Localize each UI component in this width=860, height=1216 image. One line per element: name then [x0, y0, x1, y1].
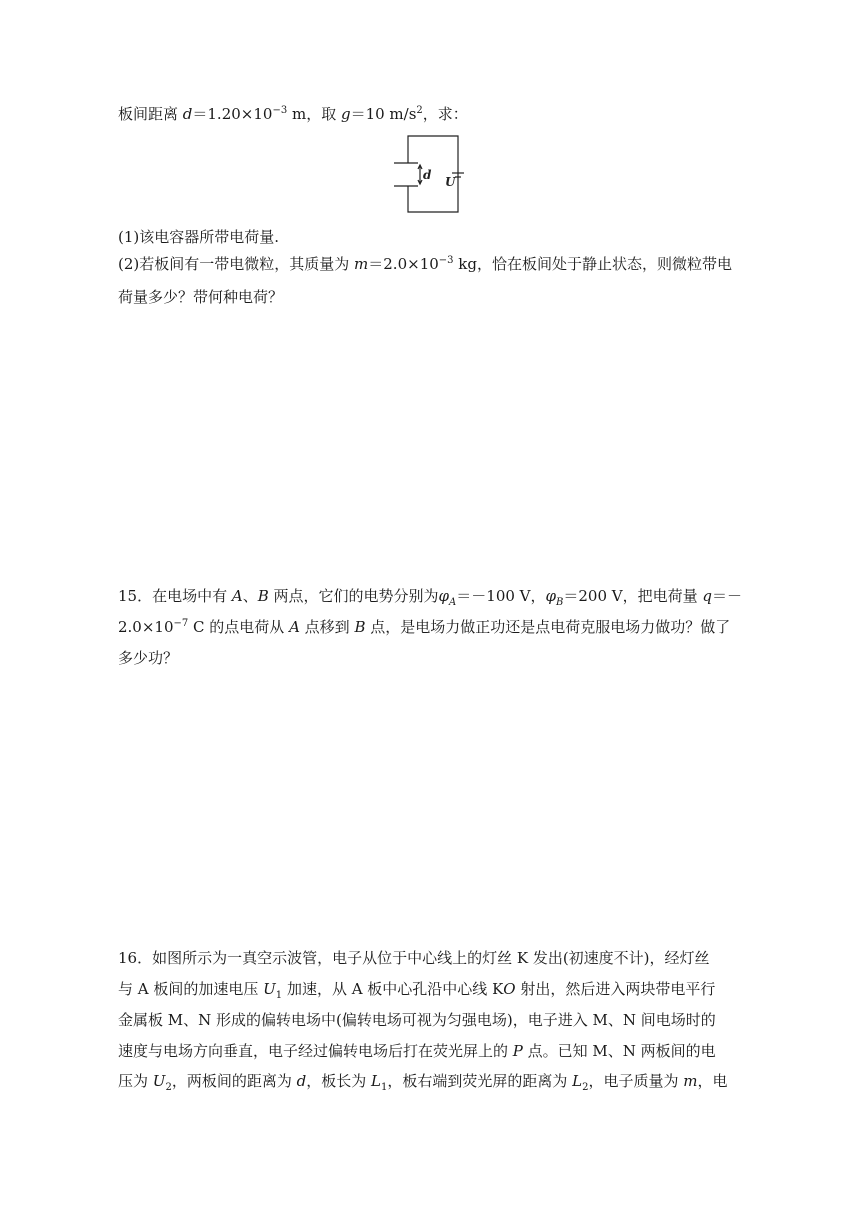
- text: C 的点电荷从: [188, 618, 290, 636]
- exponent: −3: [272, 105, 288, 116]
- subscript: 1: [275, 990, 283, 1001]
- var-B: B: [354, 618, 366, 636]
- text: 板间距离: [118, 105, 183, 123]
- q15-line2: [118, 617, 738, 637]
- q16-line5: [118, 1071, 738, 1091]
- q15-line1: [118, 586, 743, 608]
- text: ，电: [697, 1072, 728, 1090]
- text: ，板右端到荧光屏的距离为: [387, 1072, 573, 1090]
- exponent: −7: [173, 618, 189, 629]
- text: 速度与电场方向垂直，电子经过偏转电场后打在荧光屏上的: [118, 1042, 513, 1060]
- text: ，电子质量为: [588, 1072, 684, 1090]
- text: ＝1.20×10: [192, 105, 273, 123]
- var-A: A: [289, 618, 300, 636]
- var-B: B: [257, 587, 269, 605]
- text: 15．在电场中有: [118, 587, 232, 605]
- q14-intro-line: [118, 104, 738, 124]
- var-m: m: [683, 1072, 698, 1090]
- q16-line4: [118, 1041, 738, 1061]
- var-O: O: [503, 980, 516, 998]
- q14-part2-line1: [118, 254, 738, 274]
- subscript: 2: [165, 1082, 172, 1093]
- subscript: 2: [582, 1082, 589, 1093]
- text: 点。已知 M、N 两板间的电: [522, 1042, 716, 1060]
- text: 2.0×10: [118, 618, 174, 636]
- var-U: U: [263, 980, 276, 998]
- var-m: m: [354, 255, 369, 273]
- text: kg，恰在板间处于静止状态，则微粒带电: [453, 255, 732, 273]
- var-phi: φ: [438, 587, 450, 605]
- subscript: B: [556, 597, 564, 608]
- text: ＝10 m/s: [350, 105, 417, 123]
- text: m，取: [287, 105, 341, 123]
- circuit-wire: [408, 136, 458, 212]
- q16-line1: 16．如图所示为一真空示波管，电子从位于中心线上的灯丝 K 发出(初速度不计)，经灯丝: [118, 949, 710, 967]
- q14-part1: (1)该电容器所带电荷量.: [118, 228, 280, 246]
- var-phi: φ: [545, 587, 557, 605]
- text: ，板长为: [306, 1072, 371, 1090]
- var-L: L: [572, 1072, 583, 1090]
- var-P: P: [512, 1042, 523, 1060]
- var-L: L: [370, 1072, 381, 1090]
- text: ＝200 V，把电荷量: [563, 587, 703, 605]
- exponent: 2: [416, 105, 423, 116]
- text: 加速，从 A 板中心孔沿中心线 K: [282, 980, 504, 998]
- q16-line2: [118, 979, 738, 999]
- var-g: g: [340, 105, 351, 123]
- var-A: A: [231, 587, 243, 605]
- q14-part2-line2: 荷量多少？带何种电荷？: [118, 288, 284, 306]
- text: 点移到: [299, 618, 355, 636]
- exponent: −3: [438, 255, 454, 266]
- q15-line3: 多少功？: [118, 649, 179, 667]
- capacitor-circuit-diagram: [392, 133, 472, 217]
- var-q: q: [702, 587, 712, 605]
- var-d: d: [182, 105, 193, 123]
- text: ＝－100 V，: [456, 587, 546, 605]
- q16-line3: 金属板 M、N 形成的偏转电场中(偏转电场可视为匀强电场)，电子进入 M、N 间电场时的: [118, 1011, 716, 1029]
- subscript: A: [449, 597, 457, 608]
- subscript: 1: [380, 1082, 388, 1093]
- text: 两点，它们的电势分别为: [268, 587, 439, 605]
- text: ，两板间的距离为: [171, 1072, 297, 1090]
- text: 点，是电场力做正功还是点电荷克服电场力做功？做了: [365, 618, 731, 636]
- label-d: d: [423, 168, 432, 182]
- label-U: U: [445, 175, 456, 189]
- text: ＝2.0×10: [368, 255, 439, 273]
- text: 、: [242, 587, 258, 605]
- text: ，求：: [422, 105, 468, 123]
- var-d: d: [296, 1072, 307, 1090]
- text: ＝－: [712, 587, 743, 605]
- text: 与 A 板间的加速电压: [118, 980, 264, 998]
- text: 压为: [118, 1072, 153, 1090]
- var-U: U: [152, 1072, 166, 1090]
- text: 射出，然后进入两块带电平行: [515, 980, 716, 998]
- text: (2)若板间有一带电微粒，其质量为: [118, 255, 355, 273]
